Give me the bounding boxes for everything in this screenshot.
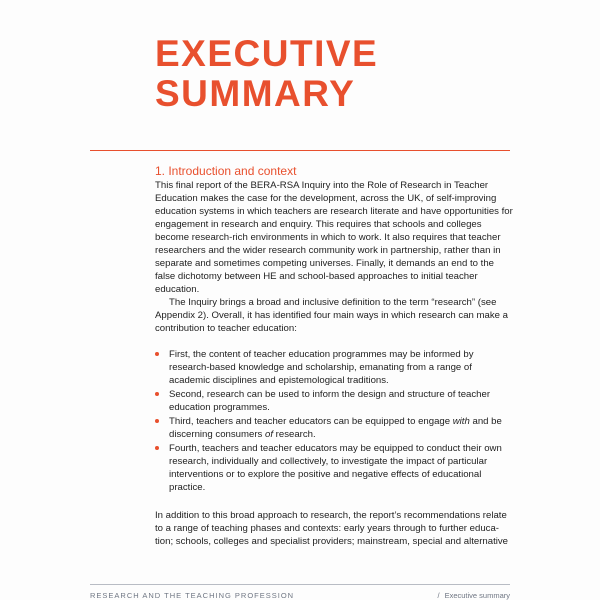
list-item bbox=[155, 415, 515, 441]
section-heading: 1. Introduction and context bbox=[155, 164, 297, 178]
top-divider bbox=[90, 150, 510, 151]
list-item bbox=[155, 388, 515, 414]
list-item bbox=[155, 442, 515, 494]
bullet-icon bbox=[155, 352, 159, 356]
footer-separator: / bbox=[437, 591, 440, 600]
footer-section-name: Executive summary bbox=[444, 591, 510, 600]
title-line-1: EXECUTIVE bbox=[155, 33, 379, 74]
contribution-list bbox=[155, 348, 515, 494]
body-content bbox=[155, 163, 515, 548]
list-item bbox=[155, 348, 515, 387]
list-item-text: Third, teachers and teacher educators can be equipped to engage bbox=[169, 416, 453, 427]
footer-divider bbox=[90, 584, 510, 585]
title-line-2: SUMMARY bbox=[155, 73, 356, 114]
list-item-emphasis: of bbox=[264, 429, 273, 440]
list-item-emphasis: with bbox=[452, 416, 470, 427]
bullet-icon bbox=[155, 446, 159, 450]
footer-report-title: RESEARCH AND THE TEACHING PROFESSION bbox=[90, 591, 295, 600]
bullet-icon bbox=[155, 419, 159, 423]
page-title bbox=[155, 34, 378, 114]
list-item-text: First, the content of teacher education programmes may be informed by research-based knowledge and scholarship, emanating from a range of academic disciplines and epistemological traditions. bbox=[169, 349, 474, 386]
list-item-text: and be discerning consumers bbox=[169, 416, 502, 440]
intro-paragraph: This final report of the BERA-RSA Inquiry into the Role of Research in Teacher Education makes the case for the development, across the UK, of self-improving education systems in which teachers are research literate and have opportunities for engagement in research and enquiry. This requires that schools and colleges become research-rich environments in which to work. It also requires that teacher researchers and the wider research community work in partnership, rather than in separate and sometimes competing universes. Finally, it demands an end to the false dichotomy between HE and school-based approaches to initial teacher education. bbox=[155, 180, 513, 295]
list-item-text: Fourth, teachers and teacher educators may be equipped to conduct their own research, individually and collectively, to investigate the impact of particular interventions or to explore the positive and negative effects of educational practice. bbox=[169, 443, 502, 493]
list-item-text: Second, research can be used to inform the design and structure of teacher education programmes. bbox=[169, 389, 491, 413]
bullet-icon bbox=[155, 392, 159, 396]
definition-paragraph: The Inquiry brings a broad and inclusive definition to the term “research” (see Appendix 2). Overall, it has identified four main ways in which research can make a contribution to teacher education: bbox=[155, 297, 509, 334]
list-item-text: research. bbox=[273, 429, 316, 440]
recommendations-paragraph: In addition to this broad approach to research, the report’s recommendations relate to a range of teaching phases and contexts: early years through to further educa- tion; schools, colleges and specialist providers; mainstream, special and alternative bbox=[155, 510, 509, 547]
